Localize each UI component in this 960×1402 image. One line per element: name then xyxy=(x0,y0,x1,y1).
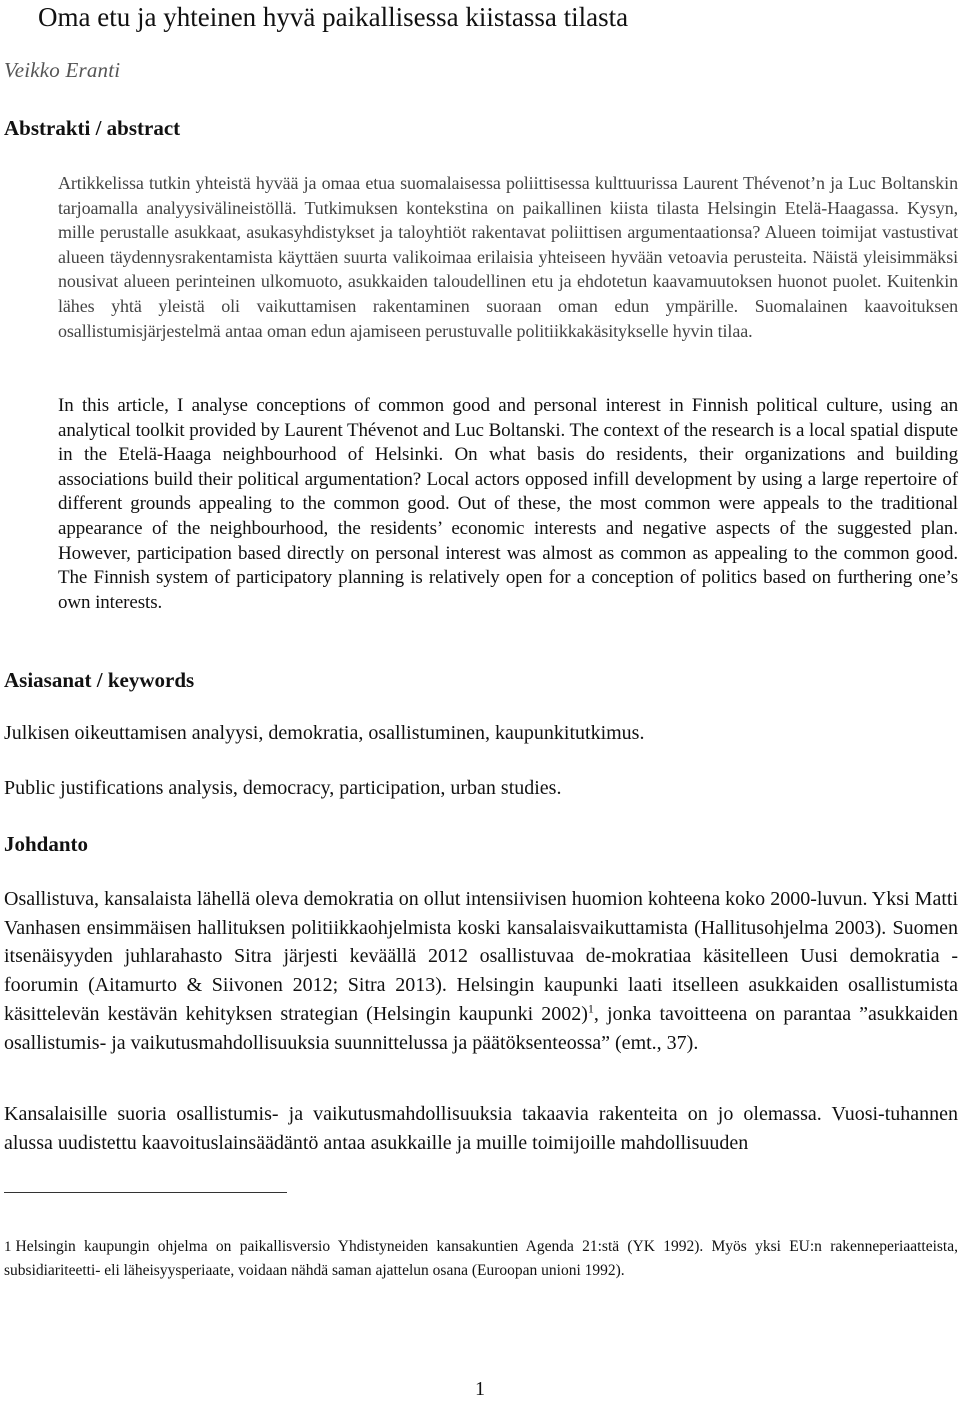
introduction-heading: Johdanto xyxy=(4,832,89,856)
footnote-text: Helsingin kaupungin ohjelma on paikallisversio Yhdistyneiden kansakuntien Agenda 21:stä (YK 1992). Myös yksi EU:n rakenneperiaatteista, subsidiariteetti- eli läheisyysperiaate, voidaan nähdä saman ajattelun osana (Euroopan unioni 1992). xyxy=(4,1238,958,1279)
intro-paragraph-1-text: Osallistuva, kansalaista lähellä oleva demokratia on ollut intensiivisen huomion kohteena koko 2000-luvun. Yksi Matti Vanhasen ensimmäisen hallituksen politiikkaohjelmista koski kansalaisvaikuttamista (Hallitusohjelma 2003). Suomen itsenäisyyden juhlarahasto Sitra järjesti keväällä 2012 osallistuvaa de-mokratiaa käsitelleen Uusi demokratia -foorumin (Aitamurto & Siivonen 2012; Sitra 2013). Helsingin kaupunki laati itselleen asukkaiden osallistumista käsittelevän kestävän kehityksen strategian (Helsingin kaupunki 2002) xyxy=(4,888,958,1025)
footnote-number: 1 xyxy=(4,1239,12,1255)
keywords-english: Public justifications analysis, democracy, participation, urban studies. xyxy=(4,777,562,799)
footnote xyxy=(4,1235,958,1282)
intro-paragraph-2: Kansalaisille suoria osallistumis- ja vaikutusmahdollisuuksia takaavia rakenteita on jo olemassa. Vuosi-tuhannen alussa uudistettu kaavoituslainsäädäntö antaa asukkaille ja muille toimijoille mahdollisuuden xyxy=(4,1103,958,1154)
page-number: 1 xyxy=(475,1378,485,1400)
abstract-finnish: Artikkelissa tutkin yhteistä hyvää ja omaa etua suomalaisessa poliittisessa kulttuurissa Laurent Thévenot’n ja Luc Boltanskin tarjoamalla analyysivälineistöllä. Tutkimuksen kontekstina on paikallinen kiista tilasta Helsingin Etelä-Haagassa. Kysyn, mille perustalle asukkaat, asukasyhdistykset ja taloyhtiöt rakentavat poliittisen argumentaationsa? Alueen toimijat vastustivat alueen täydennysrakentamista käyttäen suurta valikoimaa erilaisia yhteiseen hyvään vetoavia perusteita. Näistä yleisimmäksi nousivat alueen perinteinen ulkomuoto, asukkaiden taloudellinen etu ja ehdotetun kaavamuutoksen huonot puolet. Kuitenkin lähes yhtä yleistä oli vaikuttamisen rakentaminen suoraan oman edun ympärille. Suomalainen kaavoituksen osallistumisjärjestelmä antaa oman edun ajamiseen perustuvalle politiikkakäsitykselle hyvin tilaa. xyxy=(58,173,958,341)
footnote-reference[interactable]: 1 xyxy=(587,1001,594,1016)
author-name: Veikko Eranti xyxy=(4,58,121,82)
keywords-finnish: Julkisen oikeuttamisen analyysi, demokratia, osallistuminen, kaupunkitutkimus. xyxy=(4,722,645,744)
intro-paragraph-1 xyxy=(4,885,958,1057)
footnote-separator xyxy=(4,1192,287,1193)
abstract-heading: Abstrakti / abstract xyxy=(4,116,181,140)
intro-paragraph-1-continuation: , jonka tavoitteena on parantaa ”asukkaiden osallistumis- ja vaikutusmahdollisuuksia suunnittelussa ja päätöksenteossa” (emt., 37). xyxy=(4,1002,958,1054)
article-title: Oma etu ja yhteinen hyvä paikallisessa kiistassa tilasta xyxy=(38,2,629,32)
abstract-english: In this article, I analyse conceptions of common good and personal interest in Finnish political culture, using an analytical toolkit provided by Laurent Thévenot and Luc Boltanski. The context of the research is a local spatial dispute in the Etelä-Haaga neighbourhood of Helsinki. On what basis do residents, their organizations and building associations build their political argumentation? Local actors opposed infill development by using a large repertoire of different grounds appealing to the common good. Out of these, the most common were appeals to the traditional appearance of the neighbourhood, the residents’ economic interests and negative aspects of the suggested plan. However, participation based directly on personal interest was almost as common as appealing to the common good. The Finnish system of participatory planning is relatively open for a conception of politics based on furthering one’s own interests. xyxy=(58,395,958,613)
keywords-heading: Asiasanat / keywords xyxy=(4,668,195,692)
